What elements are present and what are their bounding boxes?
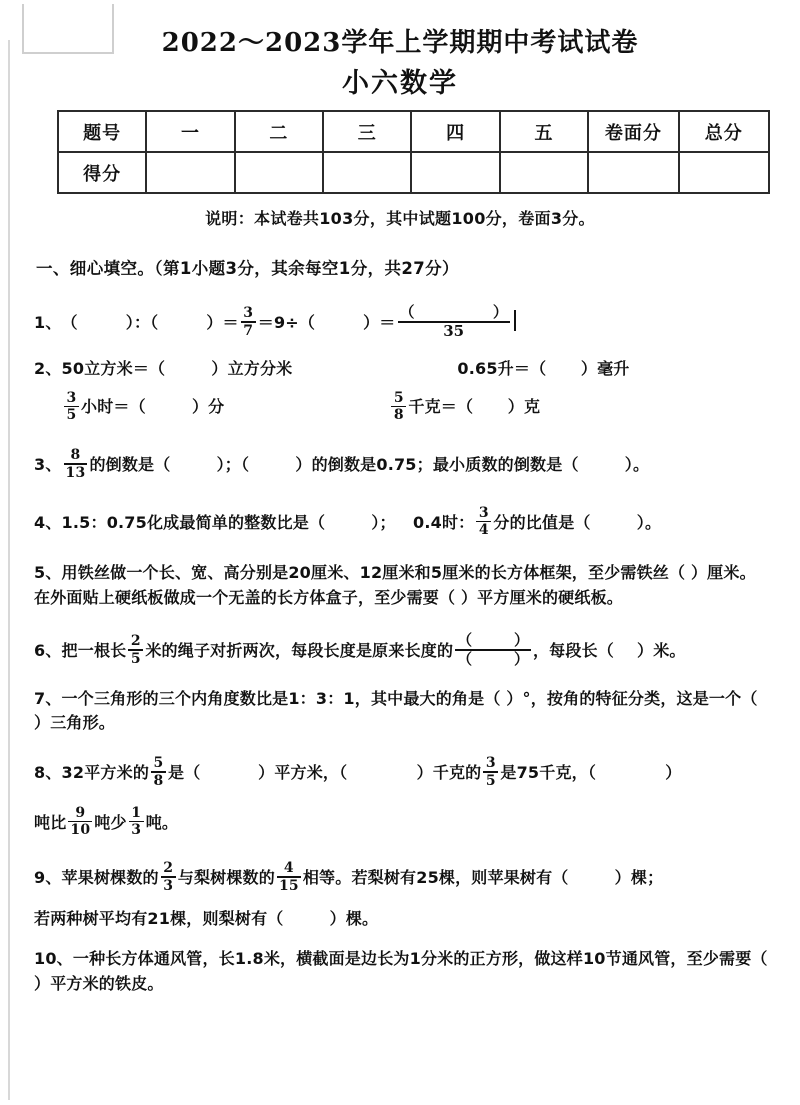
section-heading-fill-in-blanks: 一、细心填空。（第1小题3分，其余每空1分，共27分） (36, 259, 459, 278)
exam-title-subject: 小六数学 (342, 68, 458, 99)
column-header-4: 四 (411, 111, 499, 152)
q6-fraction-two-fifths (128, 633, 143, 667)
q8-fraction-three-fifths (483, 755, 498, 789)
question-8 (34, 756, 770, 790)
score-cell-1[interactable] (146, 152, 234, 193)
q8-line2-b: 吨少 (94, 812, 127, 832)
q2-line2-right-text: 千克＝（ ）克 (408, 397, 541, 417)
q6-text-a: 把一根长 (61, 640, 127, 660)
q8-line2-c: 吨。 (145, 812, 179, 832)
score-cell-5[interactable] (500, 152, 588, 193)
q7-text: 一个三角形的三个内角度数比是1：3：1，其中最大的角是（ ）°，按角的特征分类，这是一个（ ）三角形。 (34, 688, 758, 733)
q5-text: 用铁丝做一个长、宽、高分别是20厘米、12厘米和5厘米的长方体框架，至少需铁丝（ ）厘米。在外面贴上硬纸板做成一个无盖的长方体盒子，至少需要（ ）平方厘米的硬纸板。 (34, 563, 756, 608)
q8-frac2-numerator: 3 (485, 755, 496, 772)
q6-frac1-numerator: 2 (130, 632, 141, 649)
q6-frac2-numerator[interactable]: （ ） (457, 630, 529, 649)
q2-number: 2、 (34, 358, 62, 378)
q2-frac2-numerator: 5 (393, 389, 404, 406)
q8-line2-a: 吨比 (34, 812, 67, 832)
q1-number: 1、 (34, 312, 62, 332)
score-table (57, 110, 770, 194)
question-9-line-2 (34, 908, 770, 928)
q9-text-a: 苹果树棵数的 (61, 868, 159, 888)
q8-frac2-denominator: 5 (485, 772, 496, 789)
question-7 (34, 687, 770, 737)
q9-frac1-denominator: 3 (163, 877, 174, 894)
question-2-line-2 (62, 391, 770, 425)
q9-number: 9、 (34, 868, 62, 888)
q4-frac-numerator: 3 (478, 504, 489, 521)
q1-part-3: ）＝ (206, 312, 239, 332)
column-header-total-score: 总分 (679, 111, 769, 152)
q1-part-5: ）＝ (363, 312, 396, 332)
q9-text-c: 相等。若梨树有25棵，则苹果树有（ ）棵； (302, 868, 664, 888)
q6-number: 6、 (34, 640, 62, 660)
q8-frac3-denominator: 10 (70, 822, 91, 839)
q1-frac1-denominator: 7 (243, 322, 254, 339)
q3-frac-numerator: 8 (70, 447, 81, 464)
q9-frac2-denominator: 15 (278, 877, 299, 894)
q9-fraction-two-thirds (161, 860, 176, 894)
score-cell-2[interactable] (235, 152, 323, 193)
q4-text-a: 1.5：0.75化成最简单的整数比是（ ）； 0.4时： (61, 512, 475, 532)
q6-text-c: ，每段长（ ）米。 (532, 640, 686, 660)
q6-frac1-denominator: 5 (130, 650, 141, 667)
question-5 (34, 561, 770, 611)
q8-fraction-nine-tenths (68, 805, 92, 839)
exam-title-main: 2022～2023学年上学期期中考试试卷 (161, 28, 639, 58)
column-header-1: 一 (146, 111, 234, 152)
table-row-scores (58, 152, 769, 193)
question-3 (34, 448, 770, 482)
q8-text-b: 是（ ）平方米，（ ）千克的 (168, 762, 482, 782)
q2-fraction-three-fifths (64, 390, 79, 424)
q5-number: 5、 (34, 563, 62, 583)
q9-line2: 若两种树平均有21棵，则梨树有（ ）棵。 (34, 908, 379, 928)
q2-frac2-denominator: 8 (393, 407, 404, 424)
column-header-2: 二 (235, 111, 323, 152)
q1-frac2-numerator[interactable]: （ ） (399, 303, 508, 321)
q3-frac-denominator: 13 (65, 464, 86, 481)
row-label-question-number: 题号 (58, 111, 146, 152)
q1-frac2-denominator: 35 (443, 321, 465, 340)
q1-part-2: ）：（ (125, 312, 159, 332)
question-8-line-2 (34, 806, 770, 840)
score-table-wrapper (57, 110, 743, 194)
question-1 (34, 305, 770, 341)
q4-frac-denominator: 4 (478, 522, 489, 539)
q1-fraction-blank-over-35 (398, 304, 510, 340)
q1-frac1-numerator: 3 (243, 305, 254, 321)
q2-fraction-five-eighths (391, 390, 406, 424)
q8-fraction-one-third (129, 805, 144, 839)
q9-frac1-numerator: 2 (163, 860, 174, 877)
q8-frac3-numerator: 9 (75, 804, 86, 821)
q2-frac1-numerator: 3 (66, 389, 77, 406)
q8-frac4-numerator: 1 (131, 804, 142, 821)
q9-fraction-four-fifteenths (277, 860, 301, 894)
q10-number: 10、 (34, 948, 73, 968)
q8-fraction-five-eighths (151, 755, 166, 789)
q2-frac1-denominator: 5 (66, 407, 77, 424)
q2-line2-left-text: 小时＝（ ）分 (81, 397, 225, 417)
q6-text-b: 米的绳子对折两次，每段长度是原来长度的 (145, 640, 454, 660)
text-cursor (514, 310, 516, 331)
q7-number: 7、 (34, 688, 62, 708)
q1-part-1: （ (61, 312, 78, 332)
q9-text-b: 与梨树棵数的 (177, 868, 275, 888)
score-cell-3[interactable] (323, 152, 411, 193)
q8-text-c: 是75千克，（ ） (500, 762, 682, 782)
question-2 (34, 358, 770, 378)
q6-fraction-blank-over-blank (455, 632, 531, 668)
q8-frac4-denominator: 3 (131, 822, 142, 839)
question-10 (34, 947, 770, 997)
column-header-3: 三 (323, 111, 411, 152)
table-row-question-numbers (58, 111, 769, 152)
q10-text: 一种长方体通风管，长1.8米，横截面是边长为1分米的正方形，做这样10节通风管，至少需要（ ）平方米的铁皮。 (34, 948, 768, 993)
q6-frac2-denominator[interactable]: （ ） (457, 649, 529, 668)
column-header-paper-score: 卷面分 (588, 111, 678, 152)
q4-text-b: 分的比值是（ ）。 (493, 512, 662, 532)
exam-note: 说明：本试卷共103分，其中试题100分，卷面3分。 (205, 209, 595, 228)
q2-line1-right: 0.65升＝（ ）毫升 (457, 358, 630, 378)
q3-text: 的倒数是（ ）；（ ）的倒数是0.75；最小质数的倒数是（ ）。 (89, 454, 650, 474)
q2-line1-left: 50立方米＝（ ）立方分米 (61, 358, 293, 378)
q8-number: 8、 (34, 762, 62, 782)
q4-number: 4、 (34, 512, 62, 532)
q9-frac2-numerator: 4 (283, 860, 294, 877)
exam-page (0, 22, 800, 997)
score-cell-paper[interactable] (588, 152, 678, 193)
q1-fraction-three-sevenths (241, 305, 256, 339)
score-cell-total[interactable] (679, 152, 769, 193)
q4-fraction-three-quarters (476, 505, 491, 539)
question-9 (34, 861, 770, 895)
q1-part-4: ＝9÷（ (257, 312, 316, 332)
q8-frac1-numerator: 5 (153, 755, 164, 772)
question-4 (34, 506, 770, 540)
q3-fraction-eight-thirteenths (64, 447, 88, 481)
score-cell-4[interactable] (411, 152, 499, 193)
row-label-score: 得分 (58, 152, 146, 193)
q8-text-a: 32平方米的 (61, 762, 150, 782)
question-6 (34, 630, 770, 669)
column-header-5: 五 (500, 111, 588, 152)
q8-frac1-denominator: 8 (153, 772, 164, 789)
q3-number: 3、 (34, 454, 62, 474)
